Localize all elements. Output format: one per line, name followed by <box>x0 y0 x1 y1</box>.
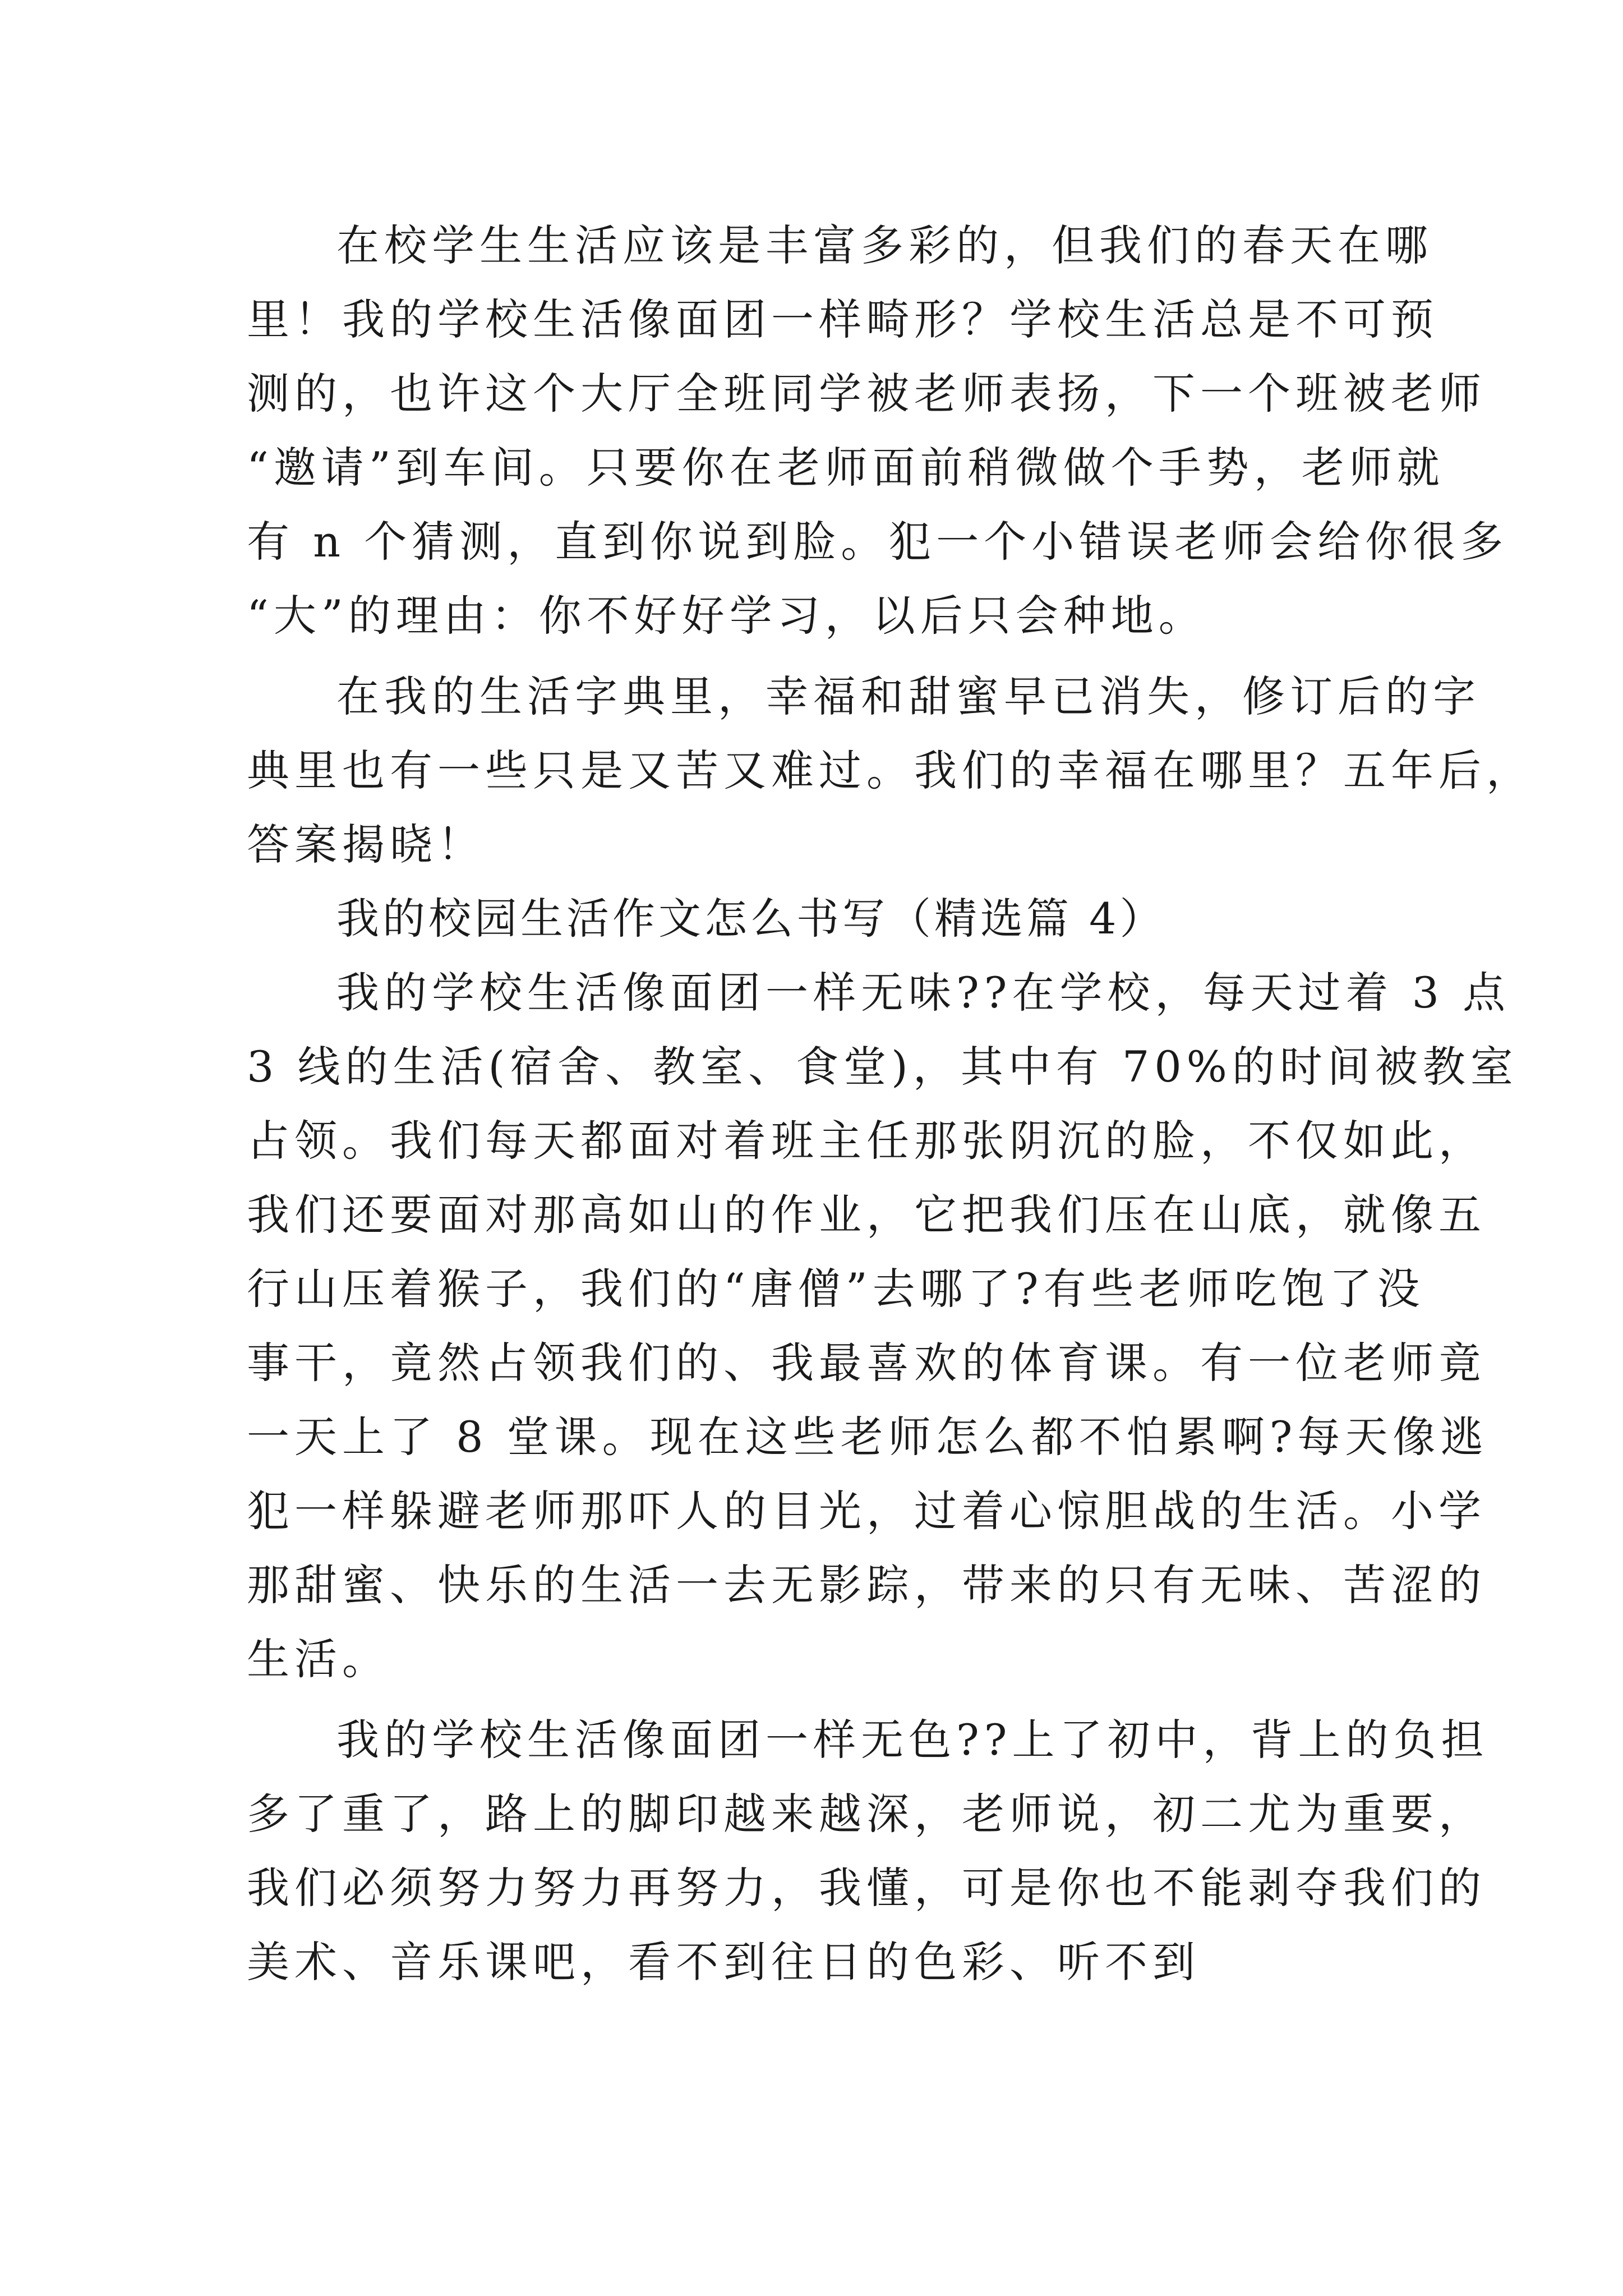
paragraph-3-line-1: 我的学校生活像面团一样无味??在学校，每天过着 3 点 <box>336 968 1511 1018</box>
paragraph-1-line-1: 在校学生生活应该是丰富多彩的，但我们的春天在哪 <box>336 220 1433 270</box>
paragraph-3-line-8: 犯一样躲避老师那吓人的目光，过着心惊胆战的生活。小学 <box>247 1486 1486 1536</box>
paragraph-1-line-6: “大”的理由：你不好好学习，以后只会种地。 <box>247 591 1206 641</box>
paragraph-4-line-1: 我的学校生活像面团一样无色??上了初中，背上的负担 <box>336 1715 1489 1765</box>
paragraph-3-line-5: 行山压着猴子，我们的“唐僧”去哪了?有些老师吃饱了没 <box>247 1264 1425 1314</box>
paragraph-3-line-3: 占领。我们每天都面对着班主任那张阴沉的脸，不仅如此， <box>247 1116 1486 1166</box>
paragraph-3-line-4: 我们还要面对那高如山的作业，它把我们压在山底，就像五 <box>247 1190 1486 1240</box>
paragraph-1-line-3: 测的，也许这个大厅全班同学被老师表扬，下一个班被老师 <box>247 369 1486 418</box>
paragraph-2-line-2: 典里也有一些只是又苦又难过。我们的幸福在哪里？五年后， <box>247 746 1534 795</box>
paragraph-4-line-4: 美术、音乐课吧，看不到往日的色彩、听不到 <box>247 1937 1200 1987</box>
paragraph-3-line-7: 一天上了 8 堂课。现在这些老师怎么都不怕累啊?每天像逃 <box>247 1412 1488 1462</box>
paragraph-3-line-2: 3 线的生活(宿舍、教室、食堂)，其中有 70%的时间被教室 <box>247 1042 1518 1092</box>
paragraph-1-line-4: “邀请”到车间。只要你在老师面前稍微做个手势，老师就 <box>247 443 1445 493</box>
paragraph-1-line-2: 里！我的学校生活像面团一样畸形？学校生活总是不可预 <box>247 295 1438 344</box>
paragraph-1-line-5: 有 n 个猜测，直到你说到脸。犯一个小错误老师会给你很多 <box>247 517 1509 567</box>
paragraph-3-line-6: 事干，竟然占领我们的、我最喜欢的体育课。有一位老师竟 <box>247 1338 1486 1388</box>
paragraph-3-line-10: 生活。 <box>247 1634 390 1684</box>
paragraph-4-line-2: 多了重了，路上的脚印越来越深，老师说，初二尤为重要， <box>247 1789 1486 1839</box>
paragraph-4-line-3: 我们必须努力努力再努力，我懂，可是你也不能剥夺我们的 <box>247 1863 1486 1913</box>
section-heading: 我的校园生活作文怎么书写（精选篇 4） <box>336 894 1166 944</box>
paragraph-2-line-3: 答案揭晓！ <box>247 820 485 869</box>
paragraph-2-line-1: 在我的生活字典里，幸福和甜蜜早已消失，修订后的字 <box>336 671 1481 721</box>
paragraph-3-line-9: 那甜蜜、快乐的生活一去无影踪，带来的只有无味、苦涩的 <box>247 1560 1486 1610</box>
